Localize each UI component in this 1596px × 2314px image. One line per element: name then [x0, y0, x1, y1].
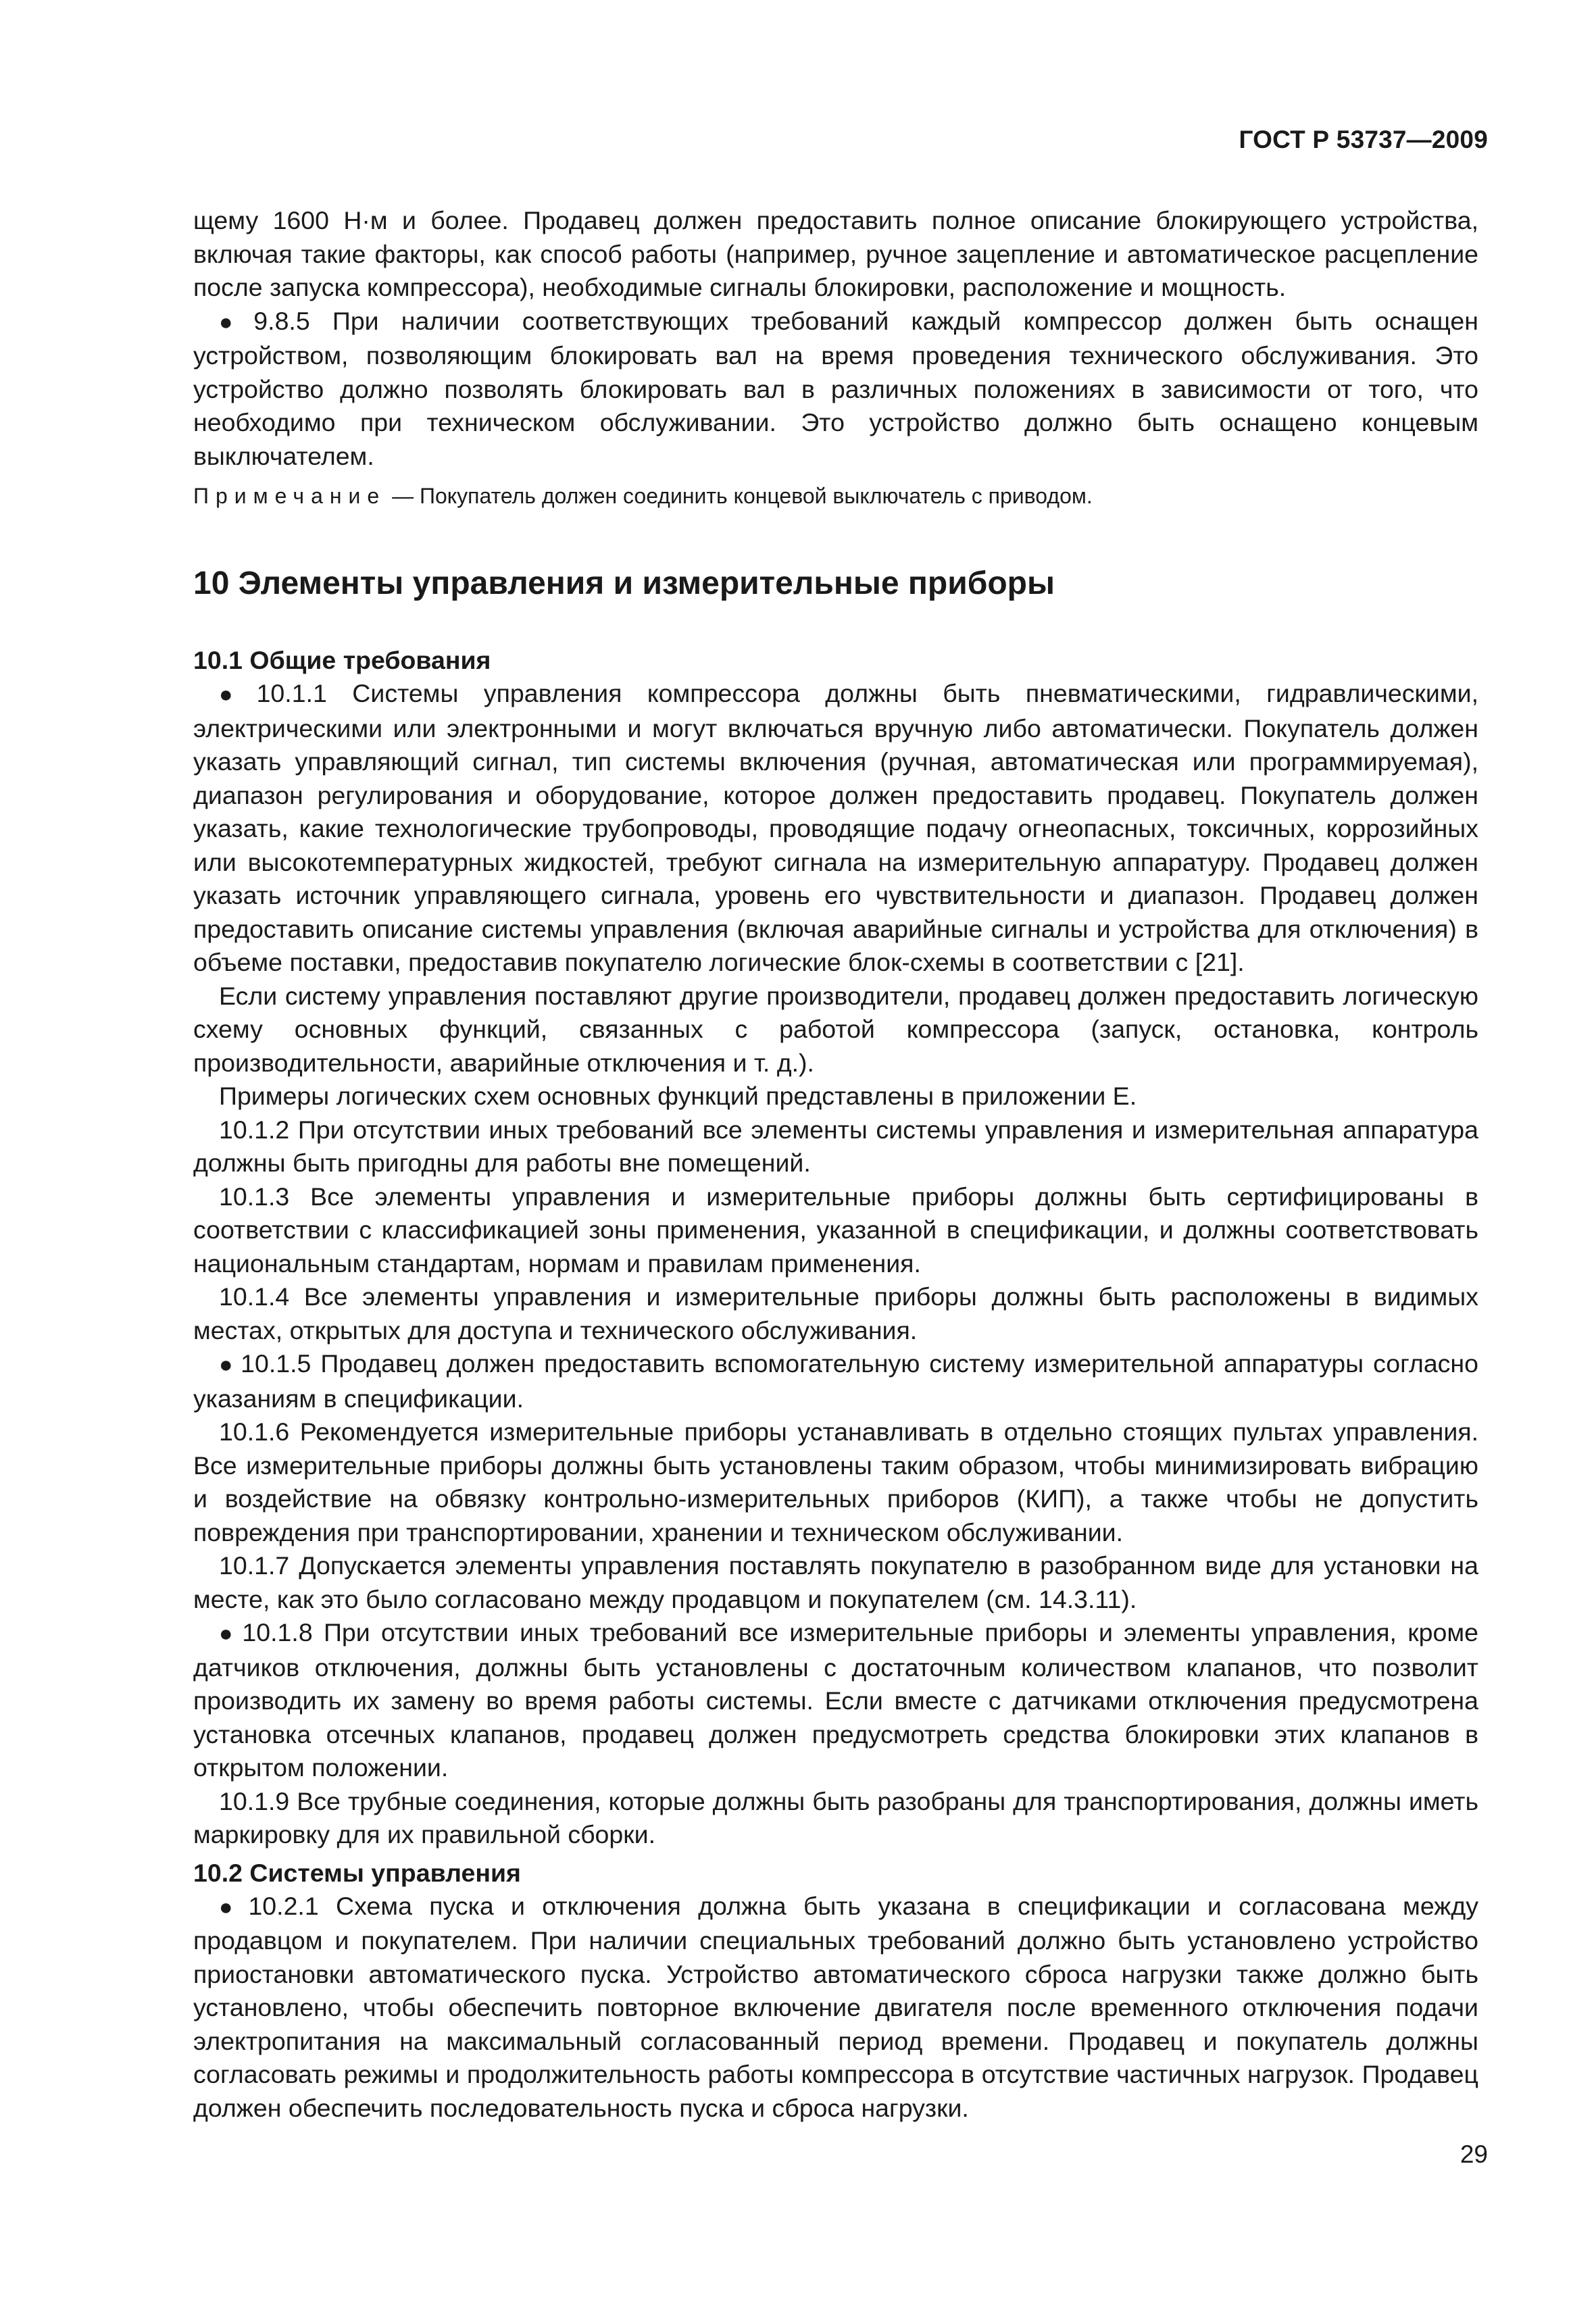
- paragraph-text: 10.1.5 Продавец должен предоставить вспомогательную систему измерительной аппаратуры согласно указаниям в спецификации.: [193, 1349, 1479, 1413]
- paragraph: щему 1600 Н·м и более. Продавец должен предоставить полное описание блокирующего устройства, включая такие факторы, как способ работы (например, ручное зацепление и автоматическое расцепление после запуска компрессора), необходимые сигналы блокировки, расположение и мощность.: [193, 206, 1478, 301]
- paragraph: Примеры логических схем основных функций представлены в приложении Е.: [219, 1082, 1137, 1110]
- paragraph: 10.1.9 Все трубные соединения, которые должны быть разобраны для транспортирования, должны иметь маркировку для их правильной сборки.: [193, 1786, 1478, 1848]
- paragraph: [193, 305, 1478, 474]
- paragraph-text: 10.2.1 Схема пуска и отключения должна быть указана в спецификации и согласована между продавцом и покупателем. При наличии специальных требований должно быть установлено устройство приостановки автоматического пуска. Устройство автоматического сброса нагрузки также должно быть установлено, чтобы обеспечить повторное включение двигателя после временного отключения подачи электропитания на максимальный согласованный период времени. Продавец и покупатель должны согласовать режимы и продолжительность работы компрессора в отсутствие частичных нагрузок. Продавец должен обеспечить последовательность пуска и сброса нагрузки.: [193, 1891, 1478, 2122]
- bullet-icon: ●: [219, 1894, 243, 1920]
- paragraph: 10.1.3 Все элементы управления и измерительные приборы должны быть сертифицированы в соответствии с классификацией зоны применения, указанной в спецификации, и должны соответствовать национальным стандартам, нормам и правилам применения.: [193, 1182, 1478, 1278]
- document-body: [193, 204, 1478, 2125]
- note-text: — Покупатель должен соединить концевой выключатель с приводом.: [386, 484, 1093, 508]
- paragraph: [193, 677, 1478, 980]
- bullet-icon: ●: [219, 1621, 237, 1646]
- bullet-icon: ●: [219, 1352, 236, 1378]
- subsection-heading: 10.1 Общие требования: [193, 646, 491, 674]
- note-label: Примечание: [193, 484, 386, 508]
- paragraph: [193, 1616, 1478, 1785]
- paragraph-text: 10.1.1 Системы управления компрессора должны быть пневматическими, гидравлическими, электрическими или электронными и могут включаться вручную либо автоматически. Покупатель должен указать управляющий сигнал, тип системы включения (ручная, автоматическая или программируемая), диапазон регулирования и оборудование, которое должен предоставить продавец. Покупатель должен указать, какие технологические трубопроводы, проводящие подачу огнеопасных, токсичных, коррозийных или высокотемпературных жидкостей, требуют сигнала на измерительную аппаратуру. Продавец должен указать источник управляющего сигнала, уровень его чувствительности и диапазон. Продавец должен предоставить описание системы управления (включая аварийные сигналы и устройства для отключения) в объеме поставки, предоставив покупателю логические блок-схемы в соответствии с [21].: [193, 679, 1478, 976]
- paragraph: 10.1.6 Рекомендуется измерительные приборы устанавливать в отдельно стоящих пультах управления. Все измерительные приборы должны быть установлены таким образом, чтобы минимизировать вибрацию и воздействие на обвязку контрольно-измерительных приборов (КИП), а также чтобы не допустить повреждения при транспортировании, хранении и техническом обслуживании.: [193, 1417, 1478, 1546]
- paragraph-text: 9.8.5 При наличии соответствующих требований каждый компрессор должен быть оснащен устройством, позволяющим блокировать вал на время проведения технического обслуживания. Это устройство должно позволять блокировать вал в различных положениях в зависимости от того, что необходимо при техническом обслуживании. Это устройство должно быть оснащено концевым выключателем.: [193, 306, 1478, 470]
- page-number: 29: [1460, 2140, 1488, 2168]
- section-heading: 10 Элементы управления и измерительные приборы: [193, 565, 1055, 601]
- bullet-icon: ●: [219, 309, 249, 335]
- bullet-icon: ●: [219, 682, 251, 707]
- note: [193, 481, 1478, 511]
- paragraph: Если систему управления поставляют другие производители, продавец должен предоставить логическую схему основных функций, связанных с работой компрессора (запуск, остановка, контроль производительности, аварийные отключения и т. д.).: [193, 981, 1478, 1077]
- paragraph: [193, 1890, 1478, 2126]
- paragraph: [193, 1347, 1478, 1415]
- document-code: ГОСТ Р 53737—2009: [1239, 126, 1488, 153]
- subsection-heading: 10.2 Системы управления: [193, 1858, 521, 1887]
- paragraph: 10.1.7 Допускается элементы управления поставлять покупателю в разобранном виде для установки на месте, как это было согласовано между продавцом и покупателем (см. 14.3.11).: [193, 1551, 1478, 1613]
- paragraph: 10.1.4 Все элементы управления и измерительные приборы должны быть расположены в видимых местах, открытых для доступа и технического обслуживания.: [193, 1282, 1478, 1344]
- paragraph: 10.1.2 При отсутствии иных требований все элементы системы управления и измерительная аппаратура должны быть пригодны для работы вне помещений.: [193, 1115, 1478, 1177]
- paragraph-text: 10.1.8 При отсутствии иных требований все измерительные приборы и элементы управления, кроме датчиков отключения, должны быть установлены с достаточным количеством клапанов, что позволит производить их замену во время работы системы. Если вместе с датчиками отключения предусмотрена установка отсечных клапанов, продавец должен предусмотреть средства блокировки этих клапанов в открытом положении.: [193, 1618, 1478, 1782]
